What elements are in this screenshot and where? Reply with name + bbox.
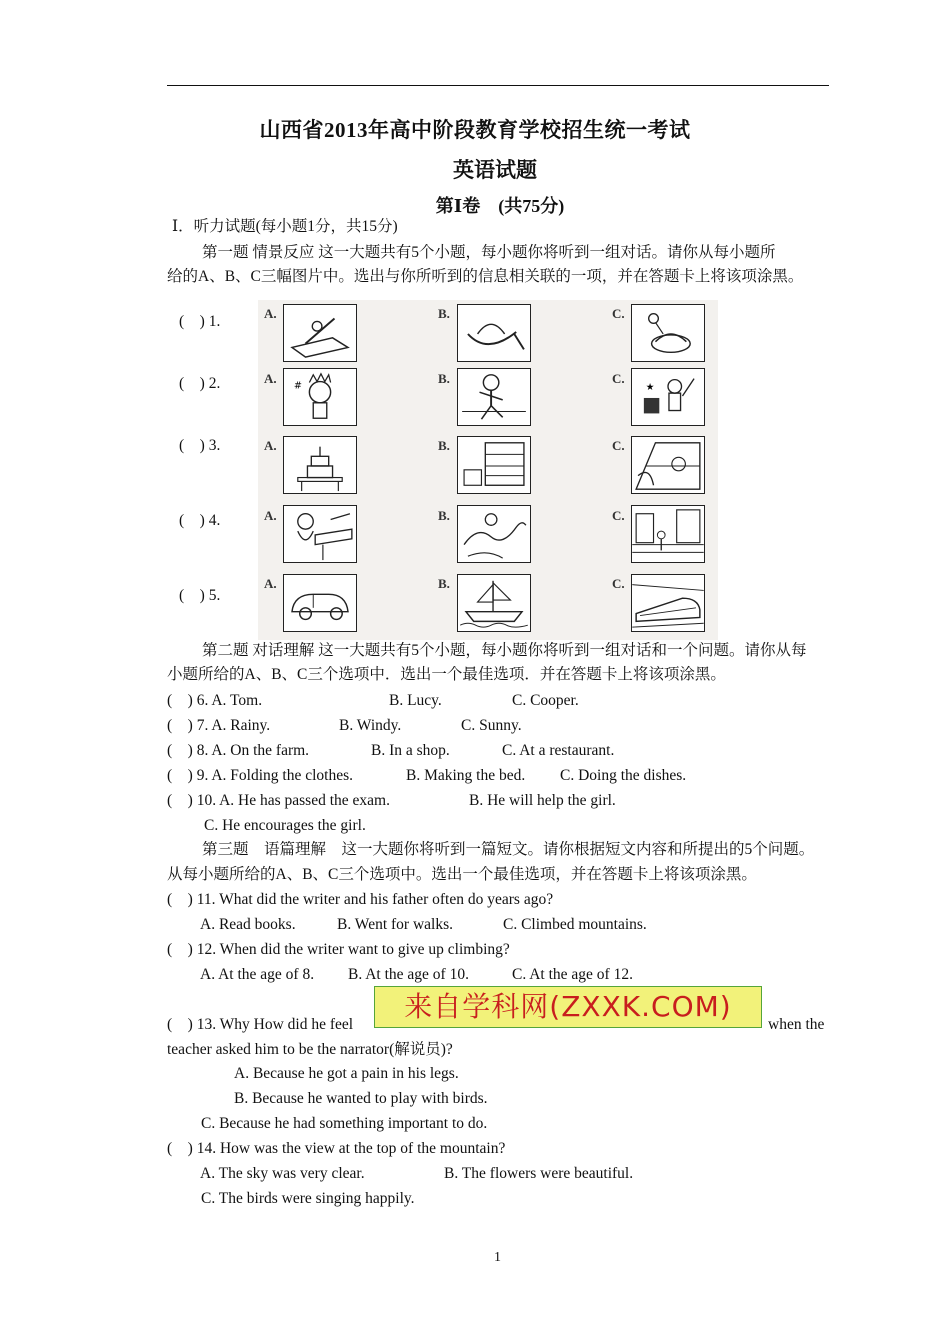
option-label-c: C. [612,371,625,386]
q12-option-b: B. At the age of 10. [348,966,469,983]
exam-title: 山西省2013年高中阶段教育学校招生统一考试 [259,118,691,142]
q14-stem: ( ) 14. How was the view at the top of the mountain? [167,1140,506,1157]
option-label-a: A. [264,306,277,321]
q9-option-b: B. Making the bed. [406,767,526,784]
ship-icon [457,574,531,632]
top-rule [167,85,829,86]
q6-option-c: C. Cooper. [512,692,579,709]
q13-stem-line2: teacher asked him to be the narrator(解说员)? [167,1041,453,1058]
option-label-b: B. [438,371,450,386]
subject-title: 英语试题 [453,158,537,182]
part2-intro-line2: 小题所给的A、B、C三个选项中．选出一个最佳选项．并在答题卡上将该项涂黑。 [167,666,726,683]
q11-option-b: B. Went for walks. [337,916,453,933]
svg-text:#: # [293,380,303,392]
q6-option-a: ( ) 6. A. Tom. [167,692,263,709]
city-street-icon [631,505,705,563]
q12-option-c: C. At the age of 12. [512,966,633,983]
q9-option-c: C. Doing the dishes. [560,767,687,784]
picture-question-4: ( ) 4. [179,512,221,529]
q14-option-b: B. The flowers were beautiful. [444,1165,634,1182]
q7-option-b: B. Windy. [339,717,402,734]
option-label-c: C. [612,438,625,453]
running-boy-icon [457,368,531,426]
q10-option-b: B. He will help the girl. [469,792,616,809]
picture-question-3: ( ) 3. [179,437,221,454]
option-label-c: C. [612,306,625,321]
svg-text:★: ★ [645,382,655,394]
q11-stem: ( ) 11. What did the writer and his father often do years ago? [167,891,554,908]
q8-option-b: B. In a shop. [371,742,450,759]
football-field-icon [631,436,705,494]
volume-title: 第Ⅰ卷 (共75分) [435,196,565,216]
section1-heading: Ⅰ．听力试题(每小题1分，共15分) [172,218,398,235]
q13-option-c: C. Because he had something important to do. [201,1115,488,1132]
student-desk-icon [283,505,357,563]
q10-option-c: C. He encourages the girl. [204,817,366,834]
picture-question-5: ( ) 5. [179,587,221,604]
part3-intro-line1: 第三题 语篇理解 这一大题你将听到一篇短文。请你根据短文内容和所提出的5个问题。 [202,841,815,858]
train-icon [631,574,705,632]
banana-icon [457,304,531,362]
q7-option-c: C. Sunny. [461,717,522,734]
q13-option-b: B. Because he wanted to play with birds. [234,1090,488,1107]
q14-option-c: C. The birds were singing happily. [201,1190,415,1207]
q10-option-a: ( ) 10. A. He has passed the exam. [167,792,390,809]
car-icon [283,574,357,632]
q7-option-a: ( ) 7. A. Rainy. [167,717,271,734]
q13-stem-start: ( ) 13. Why How did he feel [167,1016,354,1033]
option-label-b: B. [438,576,450,591]
q13-stem-end: when the [768,1016,825,1033]
q12-option-a: A. At the age of 8. [200,966,315,983]
option-label-a: A. [264,371,277,386]
picture-question-1: ( ) 1. [179,313,221,330]
option-label-b: B. [438,508,450,523]
map-icon [457,505,531,563]
option-label-c: C. [612,576,625,591]
part3-intro-line2: 从每小题所给的A、B、C三个选项中。选出一个最佳选项，并在答题卡上将该项涂黑。 [167,866,757,883]
q6-option-b: B. Lucy. [389,692,442,709]
option-label-b: B. [438,438,450,453]
angry-boy-icon [283,368,357,426]
option-label-a: A. [264,508,277,523]
part2-intro-line1: 第二题 对话理解 这一大题共有5个小题，每小题你将听到一组对话和一个问题。请你从每 [202,642,807,659]
option-label-a: A. [264,438,277,453]
part1-intro-line2: 给的A、B、C三幅图片中。选出与你所听到的信息相关联的一项，并在答题卡上将该项涂黑。 [167,268,804,285]
part1-intro-line1: 第一题 情景反应 这一大题共有5个小题，每小题你将听到一组对话。请你从每小题所 [202,244,776,261]
magician-icon [631,368,705,426]
q14-option-a: A. The sky was very clear. [200,1165,365,1182]
q8-option-a: ( ) 8. A. On the farm. [167,742,310,759]
birthday-cake-icon [283,436,357,494]
q9-option-a: ( ) 9. A. Folding the clothes. [167,767,353,784]
option-label-b: B. [438,306,450,321]
q12-stem: ( ) 12. When did the writer want to give up climbing? [167,941,510,958]
page-number: 1 [494,1250,501,1265]
q8-option-c: C. At a restaurant. [502,742,615,759]
q11-option-a: A. Read books. [200,916,296,933]
watermark-banner: 来自学科网(ZXXK.COM) [374,986,762,1028]
picture-question-2: ( ) 2. [179,375,221,392]
option-label-c: C. [612,508,625,523]
pencil-book-icon [283,304,357,362]
q11-option-c: C. Climbed mountains. [503,916,647,933]
teapot-icon [631,304,705,362]
bookshelf-icon [457,436,531,494]
q13-option-a: A. Because he got a pain in his legs. [234,1065,459,1082]
option-label-a: A. [264,576,277,591]
